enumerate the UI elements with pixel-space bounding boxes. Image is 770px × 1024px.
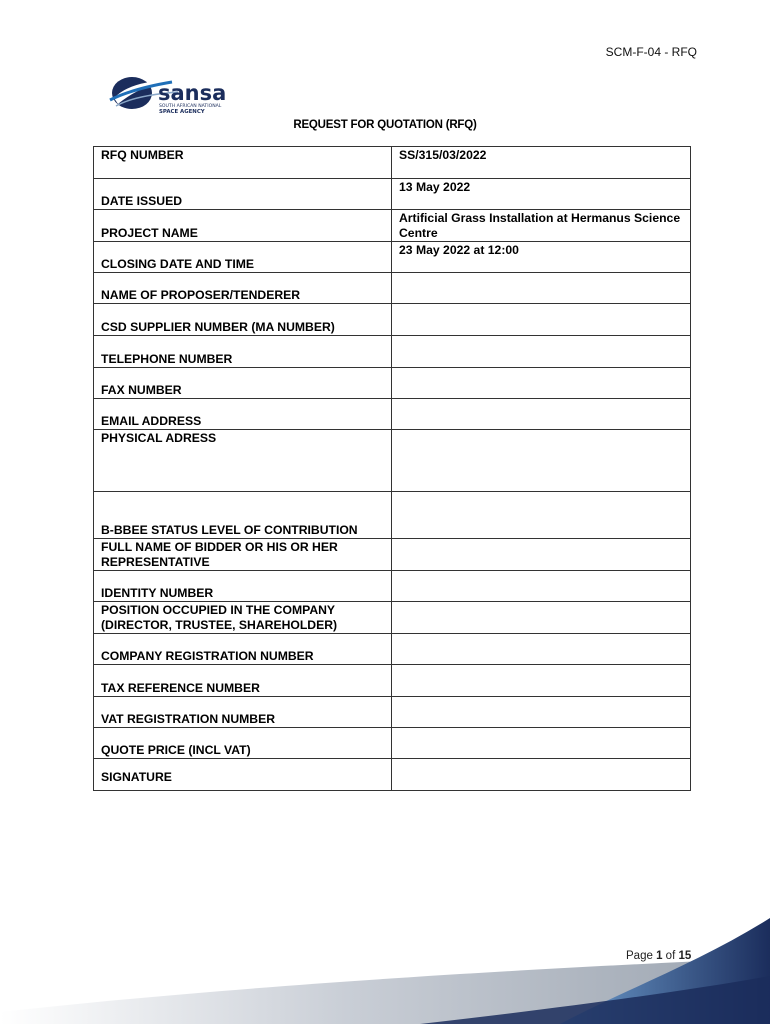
table-row	[94, 634, 691, 665]
table-row	[94, 571, 691, 602]
table-row	[94, 602, 691, 634]
label-rfq-number: RFQ NUMBER	[94, 147, 392, 179]
table-row	[94, 492, 691, 539]
value-physical-address[interactable]	[392, 430, 691, 492]
value-rfq-number: SS/315/03/2022	[392, 147, 691, 179]
value-bbbee-status[interactable]	[392, 492, 691, 539]
label-bbbee-status: B-BBEE STATUS LEVEL OF CONTRIBUTION	[94, 492, 392, 539]
label-closing-date: CLOSING DATE AND TIME	[94, 242, 392, 273]
document-reference: SCM-F-04 - RFQ	[605, 45, 697, 59]
table-row	[94, 697, 691, 728]
rfq-form-table	[93, 146, 691, 791]
value-email-address[interactable]	[392, 399, 691, 430]
svg-text:sansa: sansa	[158, 81, 227, 105]
table-row	[94, 539, 691, 571]
value-csd-supplier-number[interactable]	[392, 304, 691, 336]
value-position-occupied[interactable]	[392, 602, 691, 634]
value-telephone-number[interactable]	[392, 336, 691, 368]
label-date-issued: DATE ISSUED	[94, 179, 392, 210]
label-vat-registration: VAT REGISTRATION NUMBER	[94, 697, 392, 728]
svg-text:SOUTH AFRICAN NATIONAL: SOUTH AFRICAN NATIONAL	[159, 104, 222, 109]
value-quote-price[interactable]	[392, 728, 691, 759]
table-row	[94, 336, 691, 368]
table-row	[94, 147, 691, 179]
table-row	[94, 368, 691, 399]
table-row	[94, 759, 691, 791]
label-tax-reference: TAX REFERENCE NUMBER	[94, 665, 392, 697]
form-title: REQUEST FOR QUOTATION (RFQ)	[293, 119, 477, 131]
table-row	[94, 273, 691, 304]
label-proposer-name: NAME OF PROPOSER/TENDERER	[94, 273, 392, 304]
value-company-registration[interactable]	[392, 634, 691, 665]
value-project-name: Artificial Grass Installation at Hermanus Science Centre	[392, 210, 691, 242]
sansa-logo	[108, 70, 258, 118]
label-bidder-full-name: FULL NAME OF BIDDER OR HIS OR HER REPRESENTATIVE	[94, 539, 392, 571]
footer-swoosh	[0, 900, 770, 1024]
svg-text:SPACE AGENCY: SPACE AGENCY	[159, 109, 205, 115]
value-bidder-full-name[interactable]	[392, 539, 691, 571]
label-fax-number: FAX NUMBER	[94, 368, 392, 399]
value-vat-registration[interactable]	[392, 697, 691, 728]
label-telephone-number: TELEPHONE NUMBER	[94, 336, 392, 368]
label-csd-supplier-number: CSD SUPPLIER NUMBER (MA NUMBER)	[94, 304, 392, 336]
table-row	[94, 665, 691, 697]
label-company-registration: COMPANY REGISTRATION NUMBER	[94, 634, 392, 665]
table-row	[94, 242, 691, 273]
table-row	[94, 179, 691, 210]
page-number: Page 1 of 15	[626, 950, 692, 962]
value-date-issued: 13 May 2022	[392, 179, 691, 210]
value-closing-date: 23 May 2022 at 12:00	[392, 242, 691, 273]
value-identity-number[interactable]	[392, 571, 691, 602]
table-row	[94, 304, 691, 336]
label-project-name: PROJECT NAME	[94, 210, 392, 242]
table-row	[94, 728, 691, 759]
table-row	[94, 399, 691, 430]
label-quote-price: QUOTE PRICE (INCL VAT)	[94, 728, 392, 759]
label-physical-address: PHYSICAL ADRESS	[94, 430, 392, 492]
label-email-address: EMAIL ADDRESS	[94, 399, 392, 430]
value-tax-reference[interactable]	[392, 665, 691, 697]
table-row	[94, 210, 691, 242]
label-identity-number: IDENTITY NUMBER	[94, 571, 392, 602]
label-signature: SIGNATURE	[94, 759, 392, 791]
table-row	[94, 430, 691, 492]
label-position-occupied: POSITION OCCUPIED IN THE COMPANY (DIRECTOR, TRUSTEE, SHAREHOLDER)	[94, 602, 392, 634]
value-proposer-name[interactable]	[392, 273, 691, 304]
value-signature[interactable]	[392, 759, 691, 791]
value-fax-number[interactable]	[392, 368, 691, 399]
